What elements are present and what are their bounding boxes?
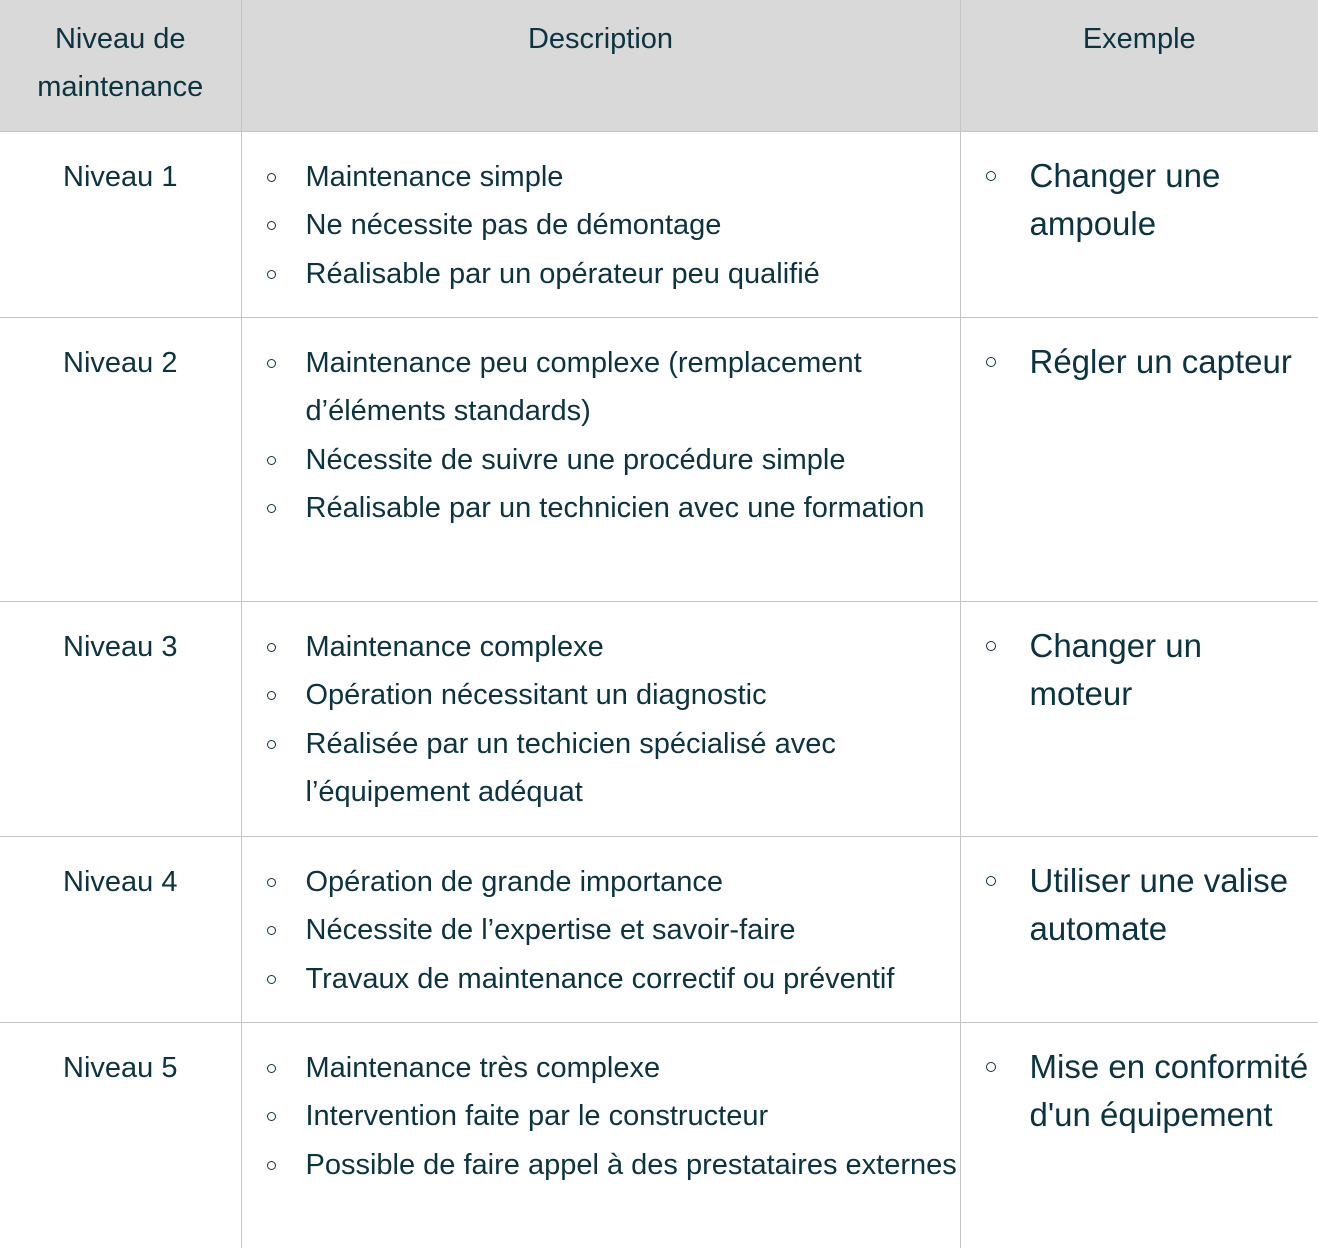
description-item: Réalisée par un techicien spécialisé avec l’équipement adéquat [306,720,960,817]
example-list [961,837,1318,953]
header-row [0,0,1318,131]
description-item: Réalisable par un opérateur peu qualifié [306,250,960,299]
example-cell [960,601,1318,836]
description-list [242,1023,960,1190]
description-cell [241,131,960,317]
example-item: Changer une ampoule [1030,152,1311,248]
description-cell [241,601,960,836]
level-cell: Niveau 2 [0,317,241,601]
header-level: Niveau de maintenance [0,0,241,131]
level-cell: Niveau 1 [0,131,241,317]
example-cell [960,131,1318,317]
description-item: Opération nécessitant un diagnostic [306,671,960,720]
description-list [242,318,960,533]
description-item: Intervention faite par le constructeur [306,1092,960,1141]
table-row [0,601,1318,836]
example-list [961,1023,1318,1139]
description-list [242,837,960,1004]
example-item: Utiliser une valise automate [1030,857,1311,953]
header-description: Description [241,0,960,131]
description-item: Ne nécessite pas de démontage [306,201,960,250]
level-cell: Niveau 3 [0,601,241,836]
description-list [242,602,960,817]
level-cell: Niveau 4 [0,836,241,1022]
table-row [0,836,1318,1022]
table-row [0,317,1318,601]
example-cell [960,836,1318,1022]
table-row [0,1022,1318,1248]
example-list [961,318,1318,386]
example-cell [960,1022,1318,1248]
description-item: Nécessite de l’expertise et savoir-faire [306,906,960,955]
header-example: Exemple [960,0,1318,131]
description-cell [241,836,960,1022]
level-cell: Niveau 5 [0,1022,241,1248]
description-item: Opération de grande importance [306,858,960,907]
example-list [961,132,1318,248]
description-item: Nécessite de suivre une procédure simple [306,436,960,485]
description-item: Réalisable par un technicien avec une formation [306,484,960,533]
description-item: Maintenance peu complexe (remplacement d’éléments standards) [306,339,960,436]
example-item: Mise en conformité d'un équipement [1030,1043,1311,1139]
description-list [242,132,960,299]
table-row [0,131,1318,317]
description-item: Maintenance simple [306,153,960,202]
description-cell [241,317,960,601]
example-item: Changer un moteur [1030,622,1311,718]
description-item: Travaux de maintenance correctif ou préventif [306,955,960,1004]
description-item: Maintenance très complexe [306,1044,960,1093]
description-item: Possible de faire appel à des prestataires externes [306,1141,960,1190]
description-item: Maintenance complexe [306,623,960,672]
example-list [961,602,1318,718]
example-cell [960,317,1318,601]
description-cell [241,1022,960,1248]
example-item: Régler un capteur [1030,338,1311,386]
